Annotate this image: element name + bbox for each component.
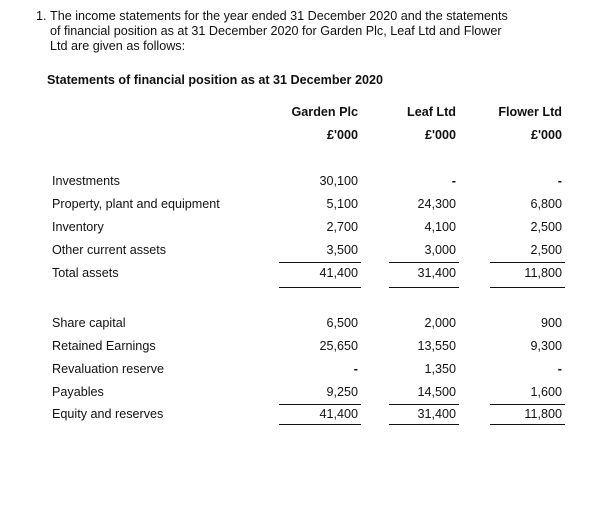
- cell-share-capital-leaf: 2,000: [424, 316, 456, 330]
- total-rule-garden: [279, 287, 361, 288]
- row-label-revaluation-reserve: Revaluation reserve: [52, 362, 165, 376]
- row-label-ppe: Property, plant and equipment: [52, 197, 220, 211]
- row-label-equity-and-reserves: Equity and reserves: [52, 407, 164, 421]
- row-label-investments: Investments: [52, 174, 120, 188]
- row-label-payables: Payables: [52, 385, 104, 399]
- subtotal-rule-garden: [279, 404, 361, 405]
- row-label-retained-earnings: Retained Earnings: [52, 339, 156, 353]
- cell-revaluation-reserve-garden: -: [353, 362, 358, 376]
- cell-total-assets-flower: 11,800: [524, 266, 562, 280]
- cell-other-current-assets-leaf: 3,000: [424, 243, 456, 257]
- cell-equity-and-reserves-garden: 41,400: [319, 407, 358, 421]
- column-unit-leaf: £'000: [424, 128, 456, 142]
- cell-inventory-garden: 2,700: [326, 220, 358, 234]
- cell-share-capital-flower: 900: [540, 316, 562, 330]
- row-label-share-capital: Share capital: [52, 316, 126, 330]
- cell-revaluation-reserve-flower: -: [557, 362, 562, 376]
- column-unit-garden: £'000: [326, 128, 358, 142]
- statement-heading: Statements of financial position as at 31 December 2020: [47, 73, 383, 87]
- cell-payables-flower: 1,600: [530, 385, 562, 399]
- cell-investments-leaf: -: [451, 174, 456, 188]
- cell-total-assets-leaf: 31,400: [417, 266, 456, 280]
- cell-other-current-assets-garden: 3,500: [326, 243, 358, 257]
- question-text-line: The income statements for the year ended 31 December 2020 and the statements: [50, 9, 508, 23]
- cell-retained-earnings-flower: 9,300: [530, 339, 562, 353]
- cell-total-assets-garden: 41,400: [319, 266, 358, 280]
- cell-payables-garden: 9,250: [326, 385, 358, 399]
- subtotal-rule-flower: [490, 404, 565, 405]
- total-rule-leaf: [389, 424, 459, 425]
- cell-ppe-leaf: 24,300: [417, 197, 456, 211]
- column-header-leaf: Leaf Ltd: [407, 105, 456, 119]
- row-label-inventory: Inventory: [52, 220, 104, 234]
- total-rule-leaf: [389, 287, 459, 288]
- row-label-other-current-assets: Other current assets: [52, 243, 167, 257]
- cell-equity-and-reserves-leaf: 31,400: [417, 407, 456, 421]
- question-number: 1.: [36, 9, 47, 23]
- cell-share-capital-garden: 6,500: [326, 316, 358, 330]
- column-header-flower: Flower Ltd: [498, 105, 562, 119]
- subtotal-rule-leaf: [389, 404, 459, 405]
- row-label-total-assets: Total assets: [52, 266, 119, 280]
- cell-ppe-garden: 5,100: [326, 197, 358, 211]
- cell-investments-garden: 30,100: [319, 174, 358, 188]
- cell-ppe-flower: 6,800: [530, 197, 562, 211]
- cell-equity-and-reserves-flower: 11,800: [524, 407, 562, 421]
- cell-inventory-leaf: 4,100: [424, 220, 456, 234]
- cell-investments-flower: -: [557, 174, 562, 188]
- cell-other-current-assets-flower: 2,500: [530, 243, 562, 257]
- cell-revaluation-reserve-leaf: 1,350: [424, 362, 456, 376]
- column-unit-flower: £'000: [530, 128, 562, 142]
- question-text-line: of financial position as at 31 December 2020 for Garden Plc, Leaf Ltd and Flower: [50, 24, 502, 38]
- cell-payables-leaf: 14,500: [417, 385, 456, 399]
- subtotal-rule-leaf: [389, 262, 459, 263]
- cell-retained-earnings-garden: 25,650: [319, 339, 358, 353]
- cell-retained-earnings-leaf: 13,550: [417, 339, 456, 353]
- column-header-garden: Garden Plc: [291, 105, 358, 119]
- cell-inventory-flower: 2,500: [530, 220, 562, 234]
- subtotal-rule-garden: [279, 262, 361, 263]
- total-rule-flower: [490, 424, 565, 425]
- total-rule-garden: [279, 424, 361, 425]
- question-text-line: Ltd are given as follows:: [50, 39, 186, 53]
- total-rule-flower: [490, 287, 565, 288]
- subtotal-rule-flower: [490, 262, 565, 263]
